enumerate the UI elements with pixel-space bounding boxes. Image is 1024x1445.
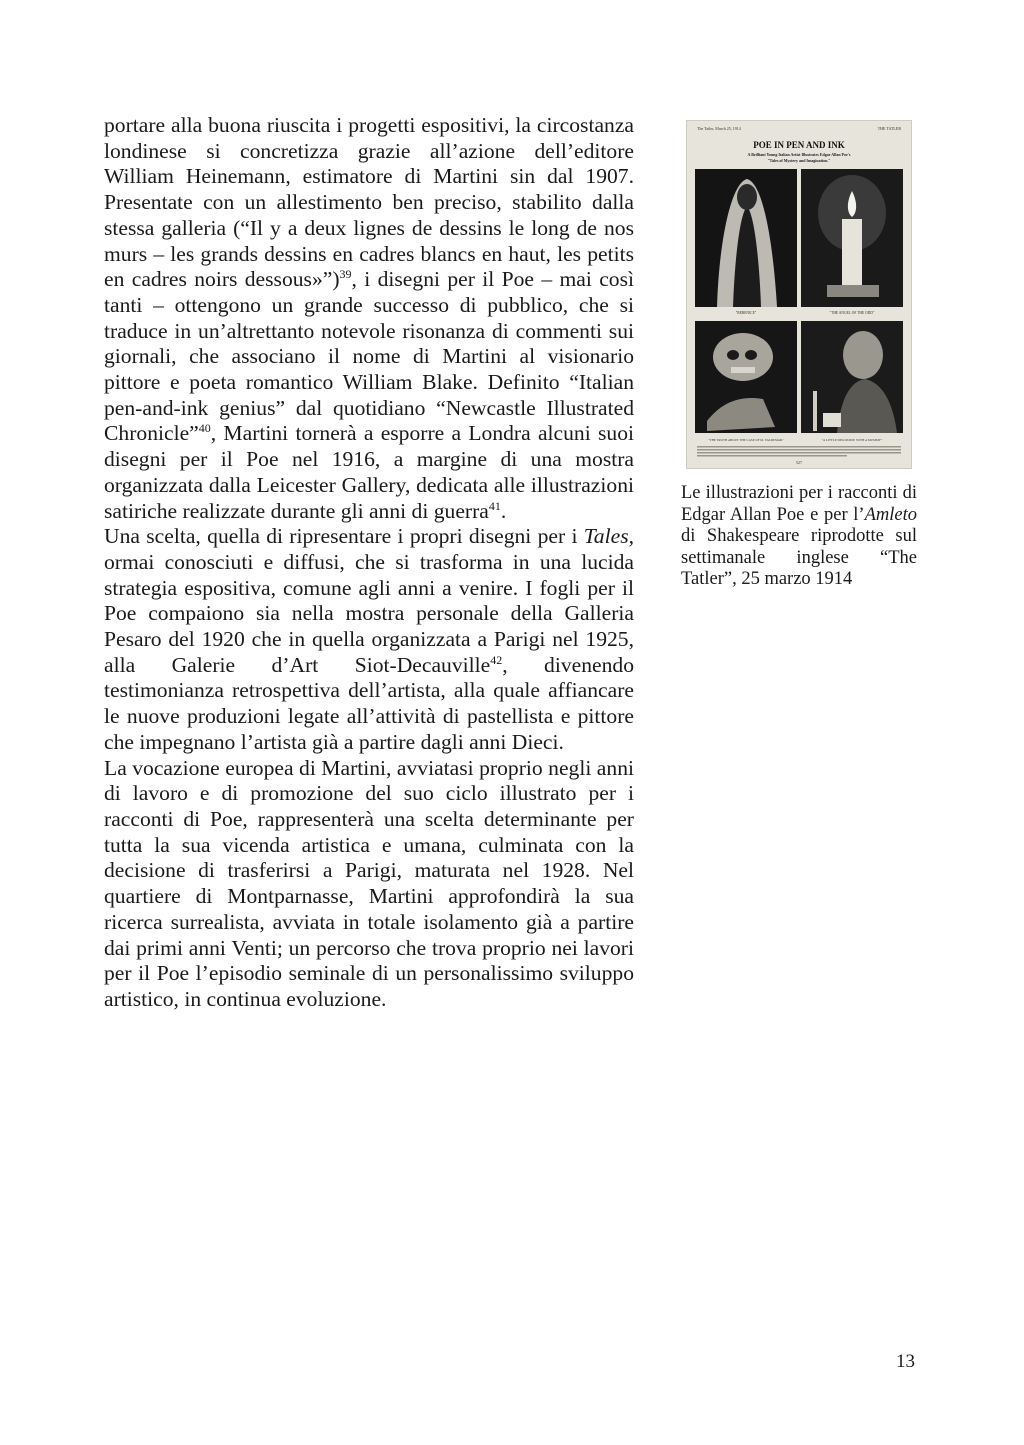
body-paragraph (104, 524, 634, 755)
main-text (104, 113, 634, 1013)
figure-caption (681, 483, 917, 591)
body-paragraph (104, 756, 634, 1013)
fig-subtitle-1: A Brilliant Young Italian Artist Illustrates Edgar Allan Poe's (747, 152, 851, 157)
fig-label-bottom-left: "THE TRUTH ABOUT THE CASE OF M. VALDEMAR" (708, 438, 784, 442)
footnote-ref: 42 (490, 652, 503, 667)
footnote-ref: 41 (488, 498, 501, 513)
body-text-run: La vocazione europea di Martini, avviatasi proprio negli anni di lavoro e di promozione del suo ciclo illustrato per i racconti di Poe, rappresenterà una scelta determinante per tutta la sua vicenda artistica e umana, culminata con la decisione di trasferirsi a Parigi, maturata nel 1928. Nel quartiere di Montparnasse, Martini approfondirà la sua ricerca surrealista, avviata in totale isolamento già a partire dai primi anni Venti; un percorso che trova proprio nei lavori per il Poe l’episodio seminale di un personalissimo sviluppo artistico, in continua evoluzione. (104, 755, 634, 1011)
fig-label-top-left: "BERENICE" (735, 311, 757, 315)
fig-label-bottom-right: "A LITTLE DISCOURSE WITH A MUMMY" (821, 438, 883, 442)
fig-title: POE IN PEN AND INK (753, 140, 845, 150)
footnote-ref: 39 (339, 267, 352, 282)
fig-header-left: The Tatler, March 25, 1914 (697, 126, 741, 131)
body-text-run: , ormai conosciuti e diffusi, che si trasforma in una lucida strategia espositiva, comune agli anni a venire. I fogli per il Poe compaiono sia nella mostra personale della Galleria Pesaro del 1920 che in quella organizzata a Parigi nel 1925, alla Galerie d’Art Siot-Decauville (104, 524, 634, 677)
fig-page-num: 527 (796, 460, 802, 465)
figure-magazine-page (686, 120, 912, 469)
panel-berenice (695, 169, 797, 307)
panel-angel-of-the-odd (801, 169, 903, 307)
body-text-run: , divenendo testimonianza retrospettiva dell’artista, alla quale affiancare le nuove produzioni legate all’attività di pastellista e pittore che impegnano l’artista già a partire dagli anni Dieci. (104, 652, 634, 754)
page-number: 13 (896, 1351, 915, 1372)
body-text-run: Una scelta, quella di ripresentare i propri disegni per i (104, 524, 584, 549)
caption-title-italic: Amleto (864, 504, 917, 525)
panel-valdemar (695, 321, 797, 433)
body-text-run: portare alla buona riuscita i progetti espositivi, la circostanza londinese si concretizza grazie all’azione dell’editore William Heinemann, estimatore di Martini sin dal 1907. Presentate con un allestimento ben preciso, stabilito dalla stessa galleria (“Il y a deux lignes de dessins le long de nos murs – les grands dessins en cadres blancs en haut, les petits en cadres noirs dessous»”) (104, 113, 634, 292)
caption-text-pre: Le illustrazioni per i racconti di Edgar Allan Poe e per l’ (681, 483, 917, 525)
panel-mummy (801, 321, 903, 433)
caption-text-post: di Shakespeare riprodotte sul settimanale inglese “The Tatler”, 25 marzo 1914 (681, 526, 917, 590)
magazine-page-image (687, 121, 911, 468)
fig-label-top-right: "THE ANGEL OF THE ODD" (829, 311, 875, 315)
body-text-run: , Martini tornerà a esporre a Londra alcuni suoi disegni per il Poe nel 1916, a margine di una mostra organizzata dalla Leicester Gallery, dedicata alle illustrazioni satiriche realizzate durante gli anni di guerra (104, 421, 634, 523)
body-paragraph (104, 113, 634, 524)
footnote-ref: 40 (198, 421, 211, 436)
fig-subtitle-2: "Tales of Mystery and Imagination." (767, 158, 831, 163)
italic-title: Tales (583, 524, 629, 549)
body-text-run: , i disegni per il Poe – mai così tanti – ottengono un grande successo di pubblico, che si traduce in un’altrettanto notevole risonanza di commenti sui giornali, che associano il nome di Martini al visionario pittore e poeta romantico William Blake. Definito “Italian pen-and-ink genius” dal quotidiano “Newcastle Illustrated Chronicle” (104, 267, 634, 446)
fig-header-right: THE TATLER (877, 126, 901, 131)
body-text-run: . (500, 498, 507, 523)
